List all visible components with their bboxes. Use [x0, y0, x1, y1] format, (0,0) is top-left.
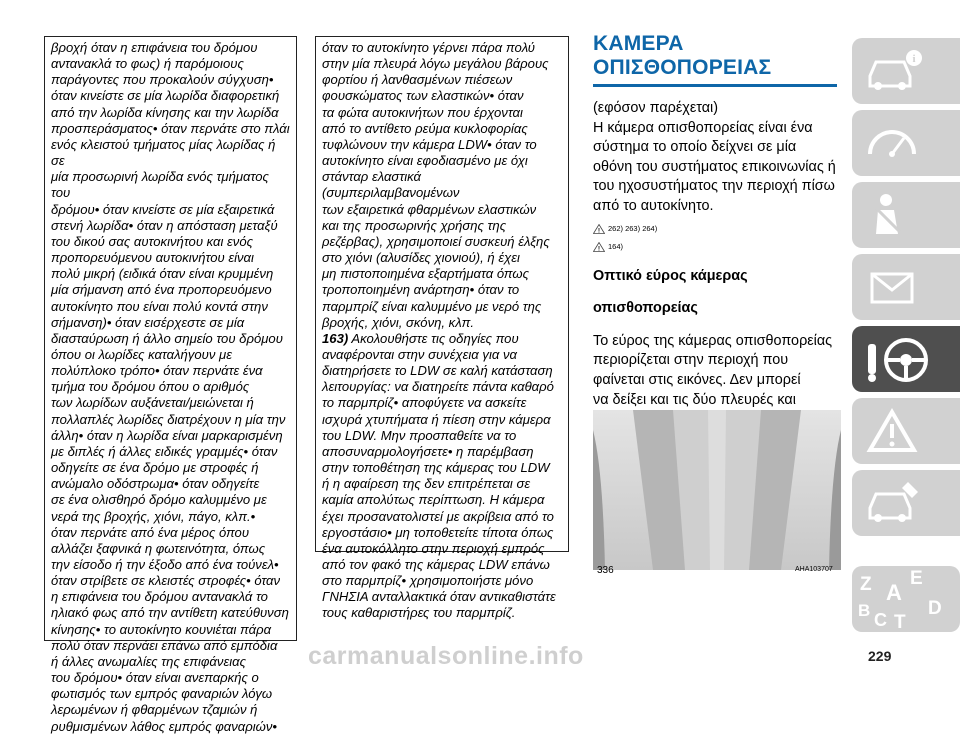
tab-starting-driving[interactable]	[852, 254, 960, 320]
text-line: τροποποιημένη ανάρτηση• όταν το	[322, 282, 520, 298]
text-line: την είσοδο ή την έξοδο από ένα τούνελ•	[51, 557, 279, 572]
svg-text:i: i	[912, 53, 916, 65]
text-line: έχει προσανατολιστεί με ακρίβεια από το	[322, 508, 554, 524]
text-line: η επιφάνεια του δρόμου αντανακλά το	[51, 589, 268, 605]
text-line: διασταύρωση ή άλλο σημείο του δρόμου	[51, 330, 283, 346]
tab-maintenance[interactable]	[852, 470, 960, 536]
text-line: όταν το αυτοκίνητο γέρνει πάρα πολύ	[322, 40, 535, 55]
middle-text-column	[315, 36, 569, 621]
text-line: τυφλώνουν την κάμερα LDW• όταν το	[322, 136, 537, 152]
svg-text:!: !	[598, 228, 600, 234]
text-line: από το αυτοκίνητο.	[593, 197, 714, 214]
warning-references: 164)	[608, 242, 624, 252]
text-line: από την λωρίδα κίνησης και την λωρίδα	[51, 104, 279, 120]
subheading	[593, 267, 841, 317]
text-line: προπορευόμενου αυτοκινήτου είναι	[51, 250, 254, 266]
text-line: ισχυρά χτυπήματα ή πίεση στην κάμερα	[322, 411, 551, 427]
text-line: στάνταρ ελαστικά (συμπεριλαμβανομένων	[322, 169, 460, 201]
text-line: του δικού σας αυτοκινήτου και ενός	[51, 233, 254, 249]
index-letter: E	[910, 568, 923, 589]
warning-triangle-icon	[593, 242, 605, 252]
text-line: με διπλές ή άλλες ειδικές γραμμές• όταν	[51, 443, 278, 459]
left-text-column	[44, 36, 297, 734]
text-line: προσπεράσματος• όταν περνάτε στο πλάι	[51, 120, 290, 136]
text-line: ή άλλες ανωμαλίες της επιφάνειας	[51, 653, 246, 669]
warning-triangle-icon	[593, 224, 605, 234]
section-title: ΚΑΜΕΡΑ ΟΠΙΣΘΟΠΟΡΕΙΑΣ	[593, 32, 772, 79]
text-line: νερά της βροχής, χιόνι, πάγο, κλπ.•	[51, 508, 256, 524]
text-line: τους καθαριστήρες του παρμπρίζ.	[322, 605, 516, 621]
index-letter: T	[894, 612, 906, 632]
svg-text:!: !	[598, 246, 600, 252]
text-line: ενός κλειστού τμήματος μίας λωρίδας ή σε	[51, 136, 276, 169]
figure-code: AHA103707	[795, 566, 833, 573]
warning-reference-row	[593, 241, 841, 253]
car-info-icon	[864, 46, 924, 96]
text-line: τα φώτα αυτοκινήτων που έρχονται	[322, 104, 523, 120]
text-line: του LDW. Μην προσπαθείτε να το	[322, 427, 517, 443]
text-line: φαίνεται στις εικόνες. Δεν μπορεί	[593, 371, 801, 388]
text-line: ΓΝΗΣΙΑ ανταλλακτικά όταν αντικαθιστάτε	[322, 589, 556, 605]
text-line: οδηγείτε σε ένα δρόμο με στροφές ή	[51, 460, 259, 476]
text-line: Το εύρος της κάμερας οπισθοπορείας	[593, 332, 833, 349]
tab-driving-active[interactable]	[852, 326, 960, 392]
text-line: σύστημα το οποίο δείχνει σε μία	[593, 139, 797, 156]
alphabetical-index-tab[interactable]	[852, 566, 960, 632]
text-line: δρόμου• όταν κινείστε σε μία εξαιρετικά	[51, 201, 275, 217]
text-line: μία σήμανση από ένα προπορευόμενο	[51, 282, 272, 298]
key-steering-wheel-icon	[864, 334, 934, 386]
index-letter: Z	[860, 574, 872, 595]
text-line: από τον φακό της κάμερας LDW επάνω	[322, 557, 550, 572]
text-line: οπισθοπορείας	[593, 300, 698, 317]
text-line: όταν περνάτε από ένα μέρος όπου	[51, 524, 250, 540]
text-line: φωτισμός των εμπρός φαναριών λόγω	[51, 686, 273, 702]
text-line: του δρόμου• όταν είναι ανεπαρκής ο	[51, 670, 259, 686]
text-line: βροχή όταν η επιφάνεια του δρόμου	[51, 40, 258, 55]
car-rear-illustration	[593, 410, 841, 570]
text-line: άλλη• όταν η λωρίδα είναι μαρκαρισμένη	[51, 427, 283, 443]
text-line: και της προσωρινής χρήσης της	[322, 217, 507, 233]
intro-paragraph	[593, 99, 841, 217]
chapter-tabs	[852, 38, 960, 542]
text-line: στενή λωρίδα• όταν η απόσταση μεταξύ	[51, 217, 278, 233]
text-line: κίνησης• το αυτοκίνητο κουνιέται πάρα	[51, 621, 272, 637]
text-line: ρεζέρβας), χρησιμοποιεί συσκευή έλξης	[322, 233, 550, 249]
tab-dashboard[interactable]	[852, 110, 960, 176]
text-line: του ηχοσυστήματος την περιοχή πίσω	[593, 178, 835, 195]
tab-emergency[interactable]	[852, 398, 960, 464]
title-rule	[593, 84, 837, 87]
text-line: στην μία πλευρά λόγω μεγάλου βάρους	[322, 56, 549, 72]
index-letter: A	[886, 580, 902, 605]
text-line: των λωρίδων αυξάνεται/μειώνεται ή	[51, 395, 254, 411]
page-number: 229	[868, 648, 892, 664]
note-text: Ακολουθήστε τις οδηγίες που	[351, 330, 519, 346]
index-letter: D	[928, 598, 942, 619]
text-line: σε ένα ολισθηρό δρόμο καλυμμένο με	[51, 492, 267, 508]
text-line: τμήμα του δρόμου όπου ο αριθμός	[51, 379, 250, 395]
text-line: οθόνη του συστήματος επικοινωνίας ή	[593, 158, 836, 175]
index-letter: C	[874, 610, 887, 630]
text-line: ένα αυτοκόλλητο στην περιοχή εμπρός	[322, 540, 545, 556]
text-line: των εξαιρετικά φθαρμένων ελαστικών	[322, 201, 537, 217]
note-number: 163)	[322, 330, 349, 346]
text-line: λερωμένων ή φθαρμένων τζαμιών ή	[51, 702, 258, 718]
text-line: μία προσωρινή λωρίδα ενός τμήματος του	[51, 169, 269, 201]
text-line: φουσκώματος των ελαστικών• όταν	[322, 88, 524, 104]
text-line: πολύ μικρή (ειδικά όταν είναι κρυμμένη	[51, 266, 274, 282]
text-line: αλλάζει ξαφνικά η φωτεινότητα, όπως	[51, 540, 266, 556]
text-line: ανώμαλο οδόστρωμα• όταν οδηγείτε	[51, 476, 260, 492]
text-line: ρυθμισμένων λάθος εμπρός φαναριών•	[51, 718, 278, 734]
text-line: αναφέρονται στην συνέχεια για να	[322, 346, 517, 362]
text-line: Οπτικό εύρος κάμερας	[593, 267, 748, 284]
text-line: μη πιστοποιημένα εξαρτήματα όπως	[322, 266, 529, 282]
text-line: από το αντίθετο ρεύμα κυκλοφορίας	[322, 120, 528, 136]
text-line: φορτίου ή λανθασμένων πιέσεων	[322, 72, 513, 88]
warning-reference-row	[593, 223, 841, 235]
text-line: Η κάμερα οπισθοπορείας είναι ένα	[593, 119, 813, 136]
text-line: πολύπλοκο τρόπο• όταν περνάτε ένα	[51, 363, 263, 379]
text-line: παρμπρίζ είναι καλυμμένο με νερό της	[322, 298, 542, 314]
text-line: βροχής, χιόνι, σκόνη, κλπ.	[322, 314, 475, 330]
figure-number: 336	[597, 565, 614, 576]
text-line: αντανακλά το φως) ή παρόμοιους	[51, 56, 244, 72]
text-line: στο χιόνι (αλυσίδες χιονιού), ή έχει	[322, 250, 520, 266]
warning-envelope-icon	[864, 262, 924, 312]
text-line: (εφόσον παρέχεται)	[593, 100, 719, 116]
tab-safety[interactable]	[852, 182, 960, 248]
text-line: αποσυναρμολογήσετε• η παρέμβαση	[322, 443, 534, 459]
car-service-icon	[864, 478, 924, 528]
dashboard-gauge-icon	[864, 118, 924, 168]
text-line: λειτουργίας: να διατηρείτε πάντα καθαρό	[322, 379, 554, 395]
text-line: ή η αφαίρεση της δεν επιτρέπεται σε	[322, 476, 531, 492]
text-line: το παρμπρίζ• αποφύγετε να ασκείτε	[322, 395, 527, 411]
note-line	[322, 331, 562, 347]
text-line: πολλαπλές λωρίδες διατρέχουν η μία την	[51, 411, 286, 427]
text-line: πολύ όταν περνάει επάνω από εμπόδια	[51, 637, 278, 653]
text-line: αυτοκίνητο είναι εφοδιασμένο με όχι	[322, 153, 528, 169]
rear-camera-figure	[593, 410, 841, 570]
index-letter: B	[858, 601, 871, 620]
text-line: ηλιακό φως από την αντίθετη κατεύθυνση	[51, 605, 289, 621]
text-line: στην τοποθέτηση της κάμερας του LDW	[322, 460, 550, 476]
text-line: όταν στρίβετε σε κλειστές στροφές• όταν	[51, 573, 281, 589]
warning-triangle-icon	[864, 406, 924, 456]
text-line: διατηρήσετε το LDW σε καλή κατάσταση	[322, 363, 553, 379]
car-seatbelt-icon	[864, 190, 924, 240]
watermark: carmanualsonline.info	[308, 642, 584, 670]
text-line: σήμανση)• όταν εισέρχεστε σε μία	[51, 314, 245, 330]
text-line: εργοστάσιο• μη τοποθετείτε τίποτα όπως	[322, 524, 554, 540]
text-line: όταν κινείστε σε μία λωρίδα διαφορετική	[51, 88, 280, 104]
text-line: καμία απολύτως περίπτωση. Η κάμερα	[322, 492, 545, 508]
text-line: περιορίζεται στην περιοχή που	[593, 352, 789, 369]
text-line: να δείξει και τις δύο πλευρές και	[593, 391, 796, 408]
text-line: παράγοντες που προκαλούν σύγχυση•	[51, 72, 274, 88]
text-line: όπου οι λωρίδες καταλήγουν με	[51, 346, 232, 362]
text-line: στο παρμπρίζ• χρησιμοποιήστε μόνο	[322, 573, 534, 589]
tab-car-info[interactable]	[852, 38, 960, 104]
text-line: αυτοκίνητο που είναι πολύ κοντά στην	[51, 298, 268, 314]
warning-references: 262) 263) 264)	[608, 224, 658, 234]
